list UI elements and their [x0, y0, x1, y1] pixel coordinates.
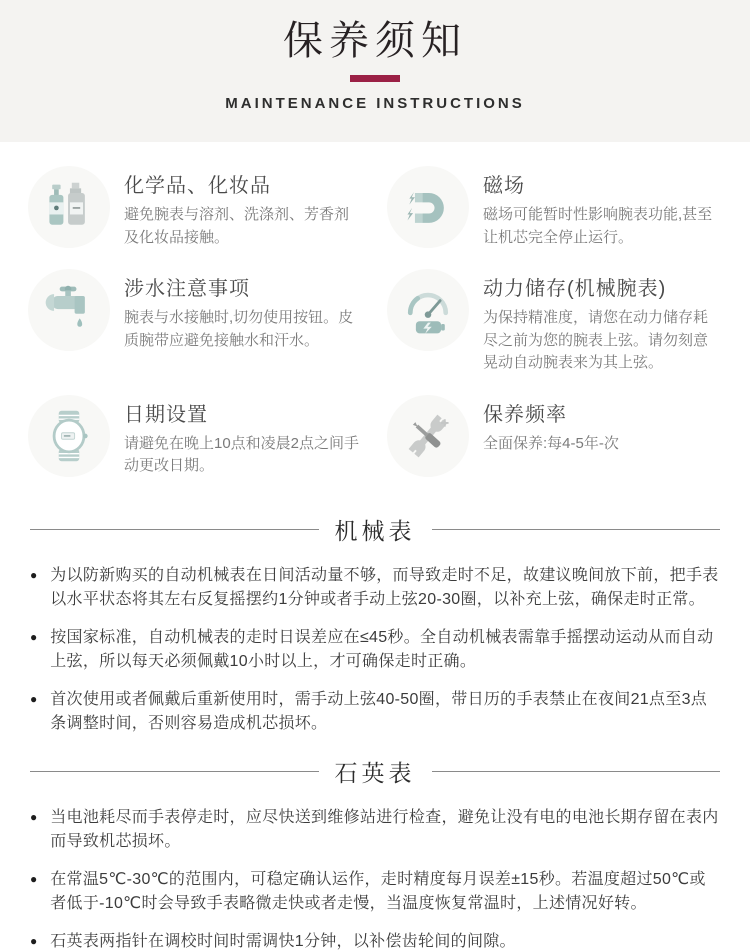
tip-title: 涉水注意事项 — [124, 278, 250, 300]
faucet-icon — [28, 269, 110, 351]
header — [0, 0, 750, 142]
quartz-bullet-list — [30, 806, 720, 950]
bullet-text: 首次使用或者佩戴后重新使用时，需手动上弦40-50圈，带日历的手表禁止在夜间21点至3点条调整时间，否则容易造成机芯损坏。 — [50, 690, 708, 732]
tip-text — [124, 395, 363, 478]
accent-bar — [350, 75, 400, 82]
bullet-item — [30, 688, 720, 736]
tip-title: 日期设置 — [124, 403, 208, 426]
tip-title: 动力储存(机械腕表) — [483, 278, 667, 300]
section-title: 石英表 — [334, 760, 416, 786]
bullet-item — [30, 626, 720, 674]
tip-text — [483, 166, 722, 249]
page-title: 保养须知 — [283, 19, 467, 63]
tip-chemicals — [28, 166, 363, 249]
tip-text — [483, 269, 722, 375]
tip-title: 磁场 — [483, 175, 525, 197]
bullet-text: 在常温5℃-30℃的范围内，可稳定确认运作，走时精度每月误差±15秒。若温度超过50℃或者低于-10℃时会导致手表略微走快或者走慢，当温度恢复常温时，上述情况好转。 — [50, 870, 706, 912]
tip-body: 为保持精准度，请您在动力储存耗尽之前为您的腕表上弦。请勿刻意晃动自动腕表来为其上弦。 — [483, 309, 709, 371]
bullet-dot: ● — [30, 691, 38, 706]
tip-body: 磁场可能暂时性影响腕表功能,甚至让机芯完全停止运行。 — [483, 206, 713, 246]
bullet-dot: ● — [30, 629, 38, 644]
bullet-text: 石英表两指针在调校时间时需调快1分钟，以补偿齿轮间的间隙。 — [50, 932, 516, 950]
bullet-item — [30, 930, 720, 950]
section-title: 机械表 — [334, 518, 416, 544]
section-header-quartz — [30, 756, 720, 788]
divider-line — [432, 771, 721, 772]
section-header-mechanical — [30, 514, 720, 546]
watch-icon — [28, 395, 110, 477]
tip-text — [124, 166, 363, 249]
tip-body: 避免腕表与溶剂、洗涤剂、芳香剂及化妆品接触。 — [124, 206, 350, 246]
tip-title: 保养频率 — [483, 403, 567, 426]
tip-title: 化学品、化妆品 — [124, 175, 271, 197]
bullet-item — [30, 564, 720, 612]
tip-body: 请避免在晚上10点和凌晨2点之间手动更改日期。 — [124, 434, 360, 474]
bottles-icon — [28, 166, 110, 248]
tips-grid — [28, 166, 722, 478]
bullet-text: 当电池耗尽而手表停走时，应尽快送到维修站进行检查，避免让没有电的电池长期存留在表内而导致机芯损坏。 — [50, 808, 719, 850]
page-subtitle: MAINTENANCE INSTRUCTIONS — [225, 95, 525, 112]
tip-text — [483, 395, 619, 456]
bullet-dot: ● — [30, 567, 38, 582]
bullet-dot: ● — [30, 871, 38, 886]
mechanical-bullet-list — [30, 564, 720, 736]
tools-icon — [387, 395, 469, 477]
divider-line — [432, 529, 721, 530]
gauge-icon — [387, 269, 469, 351]
divider-line — [30, 529, 319, 530]
bullet-dot: ● — [30, 809, 38, 824]
bullet-text: 按国家标准，自动机械表的走时日误差应在≤45秒。全自动机械表需靠手摇摆动运动从而自动上弦，所以每天必须佩戴10小时以上，才可确保走时正确。 — [50, 628, 714, 670]
bullet-text: 为以防新购买的自动机械表在日间活动量不够，而导致走时不足，故建议晚间放下前，把手表以水平状态将其左右反复摇摆约1分钟或者手动上弦20-30圈，以补充上弦，确保走时正常。 — [50, 566, 719, 608]
tip-water-contact — [28, 269, 363, 375]
divider-line — [30, 771, 319, 772]
tip-text — [124, 269, 363, 352]
tip-power-reserve — [387, 269, 722, 375]
tip-date-setting — [28, 395, 363, 478]
tip-body: 全面保养:每4-5年-次 — [483, 434, 619, 452]
bullet-item — [30, 868, 720, 916]
bullet-item — [30, 806, 720, 854]
tip-service-frequency — [387, 395, 722, 478]
magnet-icon — [387, 166, 469, 248]
tip-magnetic-field — [387, 166, 722, 249]
tip-body: 腕表与水接触时,切勿使用按钮。皮质腕带应避免接触水和汗水。 — [124, 309, 354, 349]
bullet-dot: ● — [30, 933, 38, 948]
